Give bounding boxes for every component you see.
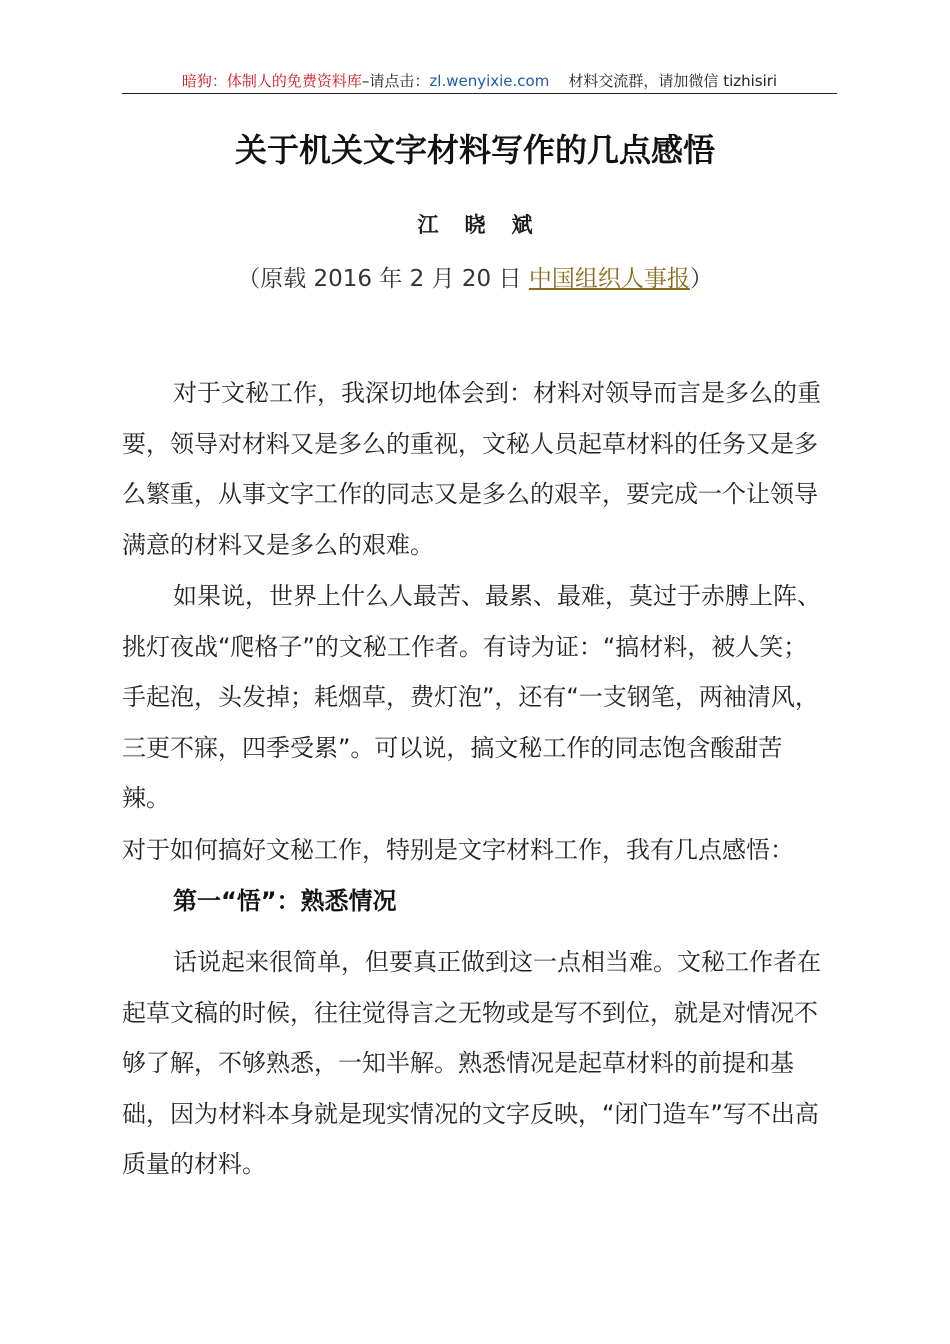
header-url-link[interactable]: zl.wenyixie.com: [429, 72, 550, 90]
paragraph-1: 对于文秘工作，我深切地体会到：材料对领导而言是多么的重要，领导对材料又是多么的重视，文秘人员起草材料的任务又是多么繁重，从事文字工作的同志又是多么的艰辛，要完成一个让领导满意的材料又是多么的艰难。: [122, 379, 821, 559]
document-title: 关于机关文字材料写作的几点感悟: [234, 131, 715, 169]
document-source: [0, 262, 950, 296]
source-newspaper-link[interactable]: 中国组织人事报: [528, 266, 690, 292]
paragraph-3: 对于如何搞好文秘工作，特别是文字材料工作，我有几点感悟：: [122, 836, 794, 864]
source-prefix: （原载 2016 年 2 月 20 日: [237, 266, 529, 292]
document-author: 江晓斌: [417, 212, 559, 237]
paragraph-2: 如果说，世界上什么人最苦、最累、最难，莫过于赤膊上阵、挑灯夜战“爬格子”的文秘工作者。有诗为证：“搞材料，被人笑；手起泡，头发掉；耗烟草，费灯泡”，还有“一支钢笔，两袖清风，三更不寐，四季受累”。可以说，搞文秘工作的同志饱含酸甜苦辣。: [122, 582, 821, 812]
header-divider: [122, 93, 837, 94]
section-heading-1: 第一“悟”：熟悉情况: [173, 887, 397, 915]
header-brand: 暗狗：体制人的免费资料库: [181, 72, 362, 90]
header-click-prompt: –请点击：: [361, 72, 430, 90]
page-header: [122, 70, 837, 92]
paragraph-4: 话说起来很简单，但要真正做到这一点相当难。文秘工作者在起草文稿的时候，往往觉得言之无物或是写不到位，就是对情况不够了解，不够熟悉，一知半解。熟悉情况是起草材料的前提和基础，因为材料本身就是现实情况的文字反映，“闭门造车”写不出高质量的材料。: [122, 948, 821, 1178]
header-group-note: 材料交流群，请加微信 tizhisiri: [568, 72, 778, 90]
source-suffix: ）: [689, 266, 713, 292]
